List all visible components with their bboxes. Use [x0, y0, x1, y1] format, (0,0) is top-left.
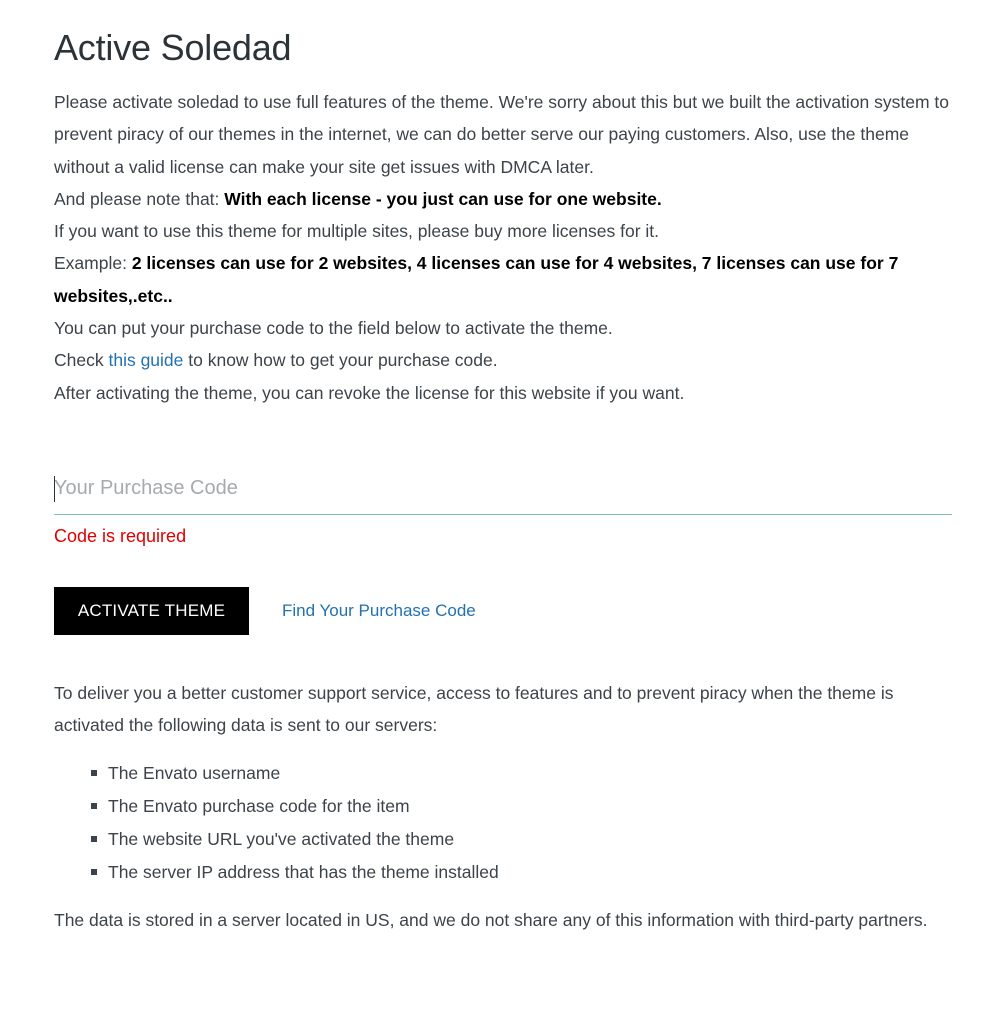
intro-paragraph-piracy: Please activate soledad to use full features of the theme. We're sorry about this but we built the activation system to prevent piracy of our themes in the internet, we can do better serve our paying customers. Also, use the theme without a valid license can make your site get issues with DMCA later.	[54, 92, 950, 177]
privacy-footer: The data is stored in a server located in US, and we do not share any of this information with third-party partners.	[54, 909, 928, 930]
square-bullet-icon	[91, 803, 97, 809]
guide-prefix: Check	[54, 350, 109, 371]
list-item-text: The Envato purchase code for the item	[108, 795, 410, 816]
data-sent-list	[54, 757, 952, 889]
list-item-text: The Envato username	[108, 762, 281, 783]
text-caret	[54, 476, 55, 502]
error-message: Code is required	[54, 525, 187, 546]
intro-paragraph-multiple-sites: If you want to use this theme for multiple sites, please buy more licenses for it.	[54, 221, 659, 242]
example-strong: 2 licenses can use for 2 websites, 4 licenses can use for 4 websites, 7 licenses can use for 7 websites,.etc..	[54, 253, 899, 306]
purchase-code-input[interactable]	[54, 463, 952, 515]
find-purchase-code-link[interactable]: Find Your Purchase Code	[282, 600, 476, 620]
this-guide-link[interactable]: this guide	[108, 350, 184, 371]
list-item-text: The website URL you've activated the theme	[108, 828, 455, 849]
license-note-prefix: And please note that:	[54, 188, 225, 209]
intro-text	[54, 86, 952, 409]
guide-suffix: to know how to get your purchase code.	[183, 350, 498, 371]
intro-paragraph-guide	[54, 344, 952, 376]
list-item	[54, 823, 952, 856]
purchase-code-field	[54, 463, 952, 515]
privacy-notice	[54, 677, 952, 936]
list-item	[54, 757, 952, 790]
activation-page	[54, 26, 952, 936]
activate-theme-button[interactable]: ACTIVATE THEME	[54, 587, 249, 635]
square-bullet-icon	[91, 869, 97, 875]
license-note-strong: With each license - you just can use for one website.	[224, 188, 662, 209]
page-title: Active Soledad	[54, 27, 292, 68]
list-item-text: The server IP address that has the theme installed	[108, 861, 499, 882]
intro-paragraph-example	[54, 247, 952, 312]
list-item	[54, 856, 952, 889]
example-prefix: Example:	[54, 253, 132, 274]
square-bullet-icon	[91, 836, 97, 842]
list-item	[54, 790, 952, 823]
square-bullet-icon	[91, 770, 97, 776]
intro-paragraph-put-code: You can put your purchase code to the field below to activate the theme.	[54, 318, 613, 339]
privacy-intro: To deliver you a better customer support service, access to features and to prevent piracy when the theme is activated the following data is sent to our servers:	[54, 682, 894, 736]
form-actions	[54, 587, 952, 635]
intro-paragraph-license-note	[54, 183, 952, 215]
intro-paragraph-revoke: After activating the theme, you can revoke the license for this website if you want.	[54, 382, 685, 403]
